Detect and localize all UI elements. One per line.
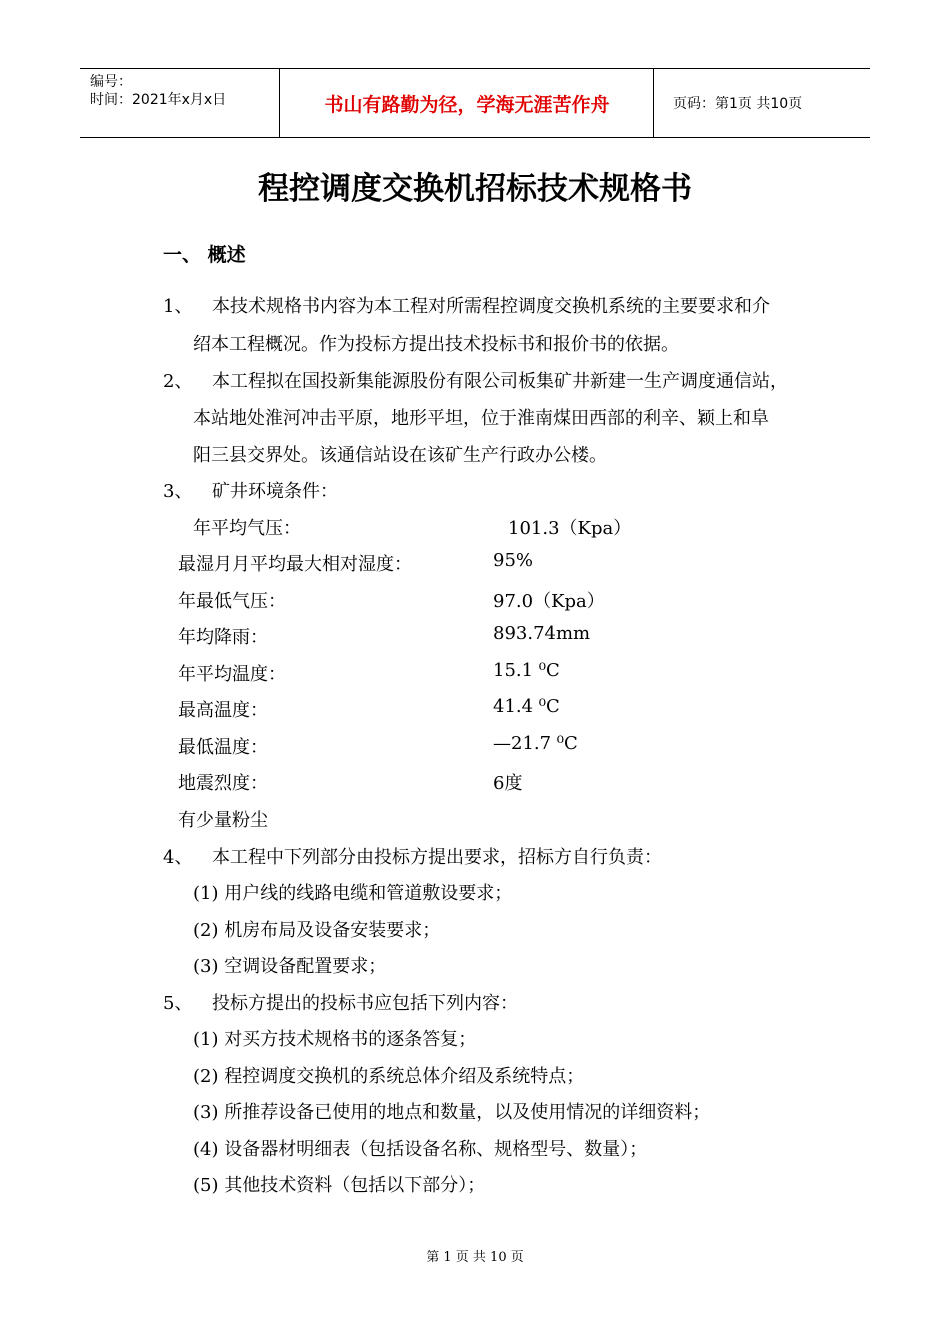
header-page-info bbox=[663, 69, 870, 137]
page-info-text: 页码：第1页 共10页 bbox=[673, 96, 803, 112]
paragraph-line: 投标方提出的投标书应包括下列内容： bbox=[212, 993, 518, 1014]
item-number: 3、 bbox=[163, 481, 193, 502]
env-value: 101.3（Kpa） bbox=[508, 518, 632, 539]
section-heading-overview: 一、 概述 bbox=[163, 244, 246, 266]
list-item: (1) 对买方技术规格书的逐条答复； bbox=[193, 1029, 477, 1050]
header-meta bbox=[80, 69, 280, 137]
paragraph-line: 阳三县交界处。该通信站设在该矿生产行政办公楼。 bbox=[193, 445, 607, 466]
list-item: (2) 程控调度交换机的系统总体介绍及系统特点； bbox=[193, 1066, 585, 1087]
list-item: (4) 设备器材明细表（包括设备名称、规格型号、数量）； bbox=[193, 1139, 648, 1160]
paragraph-line: 本工程中下列部分由投标方提出要求，招标方自行负责： bbox=[212, 847, 662, 868]
paragraph-line: 绍本工程概况。作为投标方提出技术投标书和报价书的依据。 bbox=[193, 334, 679, 355]
env-label: 地震烈度： bbox=[178, 773, 268, 794]
paragraph-line: 本技术规格书内容为本工程对所需程控调度交换机系统的主要要求和介 bbox=[212, 296, 770, 317]
paragraph-line: 本工程拟在国投新集能源股份有限公司板集矿井新建一生产调度通信站， bbox=[212, 371, 788, 392]
env-label: 最高温度： bbox=[178, 700, 268, 721]
env-label: 年均降雨： bbox=[178, 627, 268, 648]
env-value: 893.74mm bbox=[493, 623, 591, 644]
env-label: 年平均气压： bbox=[193, 518, 301, 539]
item-number: 1、 bbox=[163, 296, 193, 317]
page-header bbox=[80, 68, 870, 138]
list-item: (2) 机房布局及设备安装要求； bbox=[193, 920, 441, 941]
header-motto: 书山有路勤为径，学海无涯苦作舟 bbox=[281, 69, 654, 137]
list-item: (1) 用户线的线路电缆和管道敷设要求； bbox=[193, 883, 513, 904]
env-label: 最低温度： bbox=[178, 737, 268, 758]
env-value: 95% bbox=[493, 550, 534, 571]
list-item: (3) 所推荐设备已使用的地点和数量，以及使用情况的详细资料； bbox=[193, 1102, 711, 1123]
env-note: 有少量粉尘 bbox=[178, 810, 268, 831]
env-value: 41.4 ⁰C bbox=[493, 696, 560, 717]
document-title: 程控调度交换机招标技术规格书 bbox=[258, 171, 692, 207]
item-number: 2、 bbox=[163, 371, 193, 392]
paragraph-line: 本站地处淮河冲击平原，地形平坦，位于淮南煤田西部的利辛、颖上和阜 bbox=[193, 408, 769, 429]
item-number: 4、 bbox=[163, 847, 193, 868]
env-value: 6度 bbox=[493, 773, 523, 794]
doc-number-label: 编号： bbox=[90, 74, 132, 90]
doc-time: 时间：2021年x月x日 bbox=[90, 92, 227, 108]
env-value: 97.0（Kpa） bbox=[493, 591, 605, 612]
env-label: 年最低气压： bbox=[178, 591, 286, 612]
item-number: 5、 bbox=[163, 993, 193, 1014]
env-label: 年平均温度： bbox=[178, 664, 286, 685]
env-label: 最湿月月平均最大相对湿度： bbox=[178, 554, 412, 575]
paragraph-line: 矿井环境条件： bbox=[212, 481, 338, 502]
list-item: (3) 空调设备配置要求； bbox=[193, 956, 387, 977]
env-value: 15.1 ⁰C bbox=[493, 660, 560, 681]
page-footer: 第 1 页 共 10 页 bbox=[426, 1250, 524, 1265]
env-value: —21.7 ⁰C bbox=[493, 733, 578, 754]
list-item: (5) 其他技术资料（包括以下部分）； bbox=[193, 1175, 486, 1196]
